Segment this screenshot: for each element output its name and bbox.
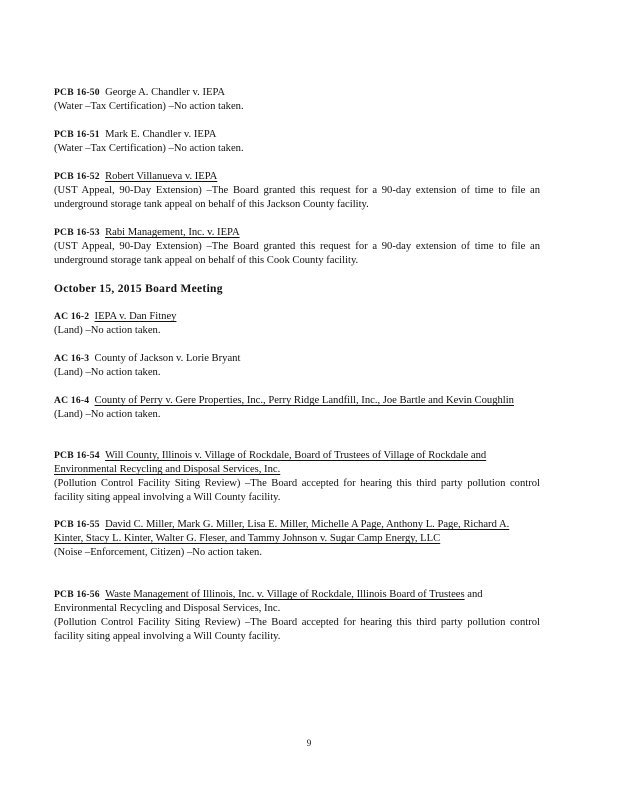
case-summary: (Water –Tax Certification) –No action taken. xyxy=(54,101,244,112)
case-number: PCB 16-53 xyxy=(54,227,100,238)
case-parties: Waste Management of Illinois, Inc. v. Village of Rockdale, Illinois Board of Trustees xyxy=(105,589,465,600)
case-number: AC 16-3 xyxy=(54,353,90,364)
case-number: PCB 16-54 xyxy=(54,450,100,461)
case-number: PCB 16-55 xyxy=(54,519,100,530)
case-parties-continued: and Environmental Recycling and Disposal Services, Inc. xyxy=(54,589,483,614)
case-parties: IEPA v. Dan Fitney xyxy=(94,311,177,322)
case-entry-pcb-16-51 xyxy=(54,128,540,156)
page-number: 9 xyxy=(306,738,312,748)
case-summary: (Land) –No action taken. xyxy=(54,325,161,336)
case-entry-pcb-16-55 xyxy=(54,518,540,560)
case-number: PCB 16-52 xyxy=(54,171,100,182)
case-summary: (Noise –Enforcement, Citizen) –No action taken. xyxy=(54,547,262,558)
case-entry-ac-16-4 xyxy=(54,394,540,422)
case-number: AC 16-4 xyxy=(54,395,90,406)
case-parties: County of Jackson v. Lorie Bryant xyxy=(94,353,241,364)
case-parties: George A. Chandler v. IEPA xyxy=(105,87,226,98)
case-parties: Will County, Illinois v. Village of Rockdale, Board of Trustees of Village of Rockdale and Environmental Recycling and Disposal Services, Inc. xyxy=(54,450,487,475)
case-summary: (Water –Tax Certification) –No action taken. xyxy=(54,143,244,154)
case-parties: Mark E. Chandler v. IEPA xyxy=(105,129,217,140)
case-summary: (Pollution Control Facility Siting Review) –The Board accepted for hearing this third party pollution control facility siting appeal involving a Will County facility. xyxy=(54,617,540,642)
section-heading: October 15, 2015 Board Meeting xyxy=(54,283,223,295)
case-entry-ac-16-2 xyxy=(54,310,540,338)
case-parties: Robert Villanueva v. IEPA xyxy=(105,171,218,182)
case-summary: (Land) –No action taken. xyxy=(54,409,161,420)
case-entry-ac-16-3 xyxy=(54,352,540,380)
case-parties: Rabi Management, Inc. v. IEPA xyxy=(105,227,240,238)
case-parties: David C. Miller, Mark G. Miller, Lisa E. Miller, Michelle A Page, Anthony L. Page, Richard A. Kinter, Stacy L. Kinter, Walter G. Fleser, and Tammy Johnson v. Sugar Camp Energy, LLC xyxy=(54,519,510,544)
case-summary: (Land) –No action taken. xyxy=(54,367,161,378)
case-number: PCB 16-56 xyxy=(54,589,100,600)
case-number: AC 16-2 xyxy=(54,311,90,322)
case-summary: (UST Appeal, 90-Day Extension) –The Board granted this request for a 90-day extension of time to file an underground storage tank appeal on behalf of this Cook County facility. xyxy=(54,241,540,266)
case-summary: (Pollution Control Facility Siting Review) –The Board accepted for hearing this third party pollution control facility siting appeal involving a Will County facility. xyxy=(54,478,540,503)
case-number: PCB 16-51 xyxy=(54,129,100,140)
case-entry-pcb-16-54 xyxy=(54,449,540,505)
case-entry-pcb-16-50 xyxy=(54,86,540,114)
case-entry-pcb-16-56 xyxy=(54,588,540,644)
case-summary: (UST Appeal, 90-Day Extension) –The Board granted this request for a 90-day extension of time to file an underground storage tank appeal on behalf of this Jackson County facility. xyxy=(54,185,540,210)
case-entry-pcb-16-53 xyxy=(54,226,540,268)
case-parties: County of Perry v. Gere Properties, Inc., Perry Ridge Landfill, Inc., Joe Bartle and Kevin Coughlin xyxy=(94,395,514,406)
case-entry-pcb-16-52 xyxy=(54,170,540,212)
case-number: PCB 16-50 xyxy=(54,87,100,98)
